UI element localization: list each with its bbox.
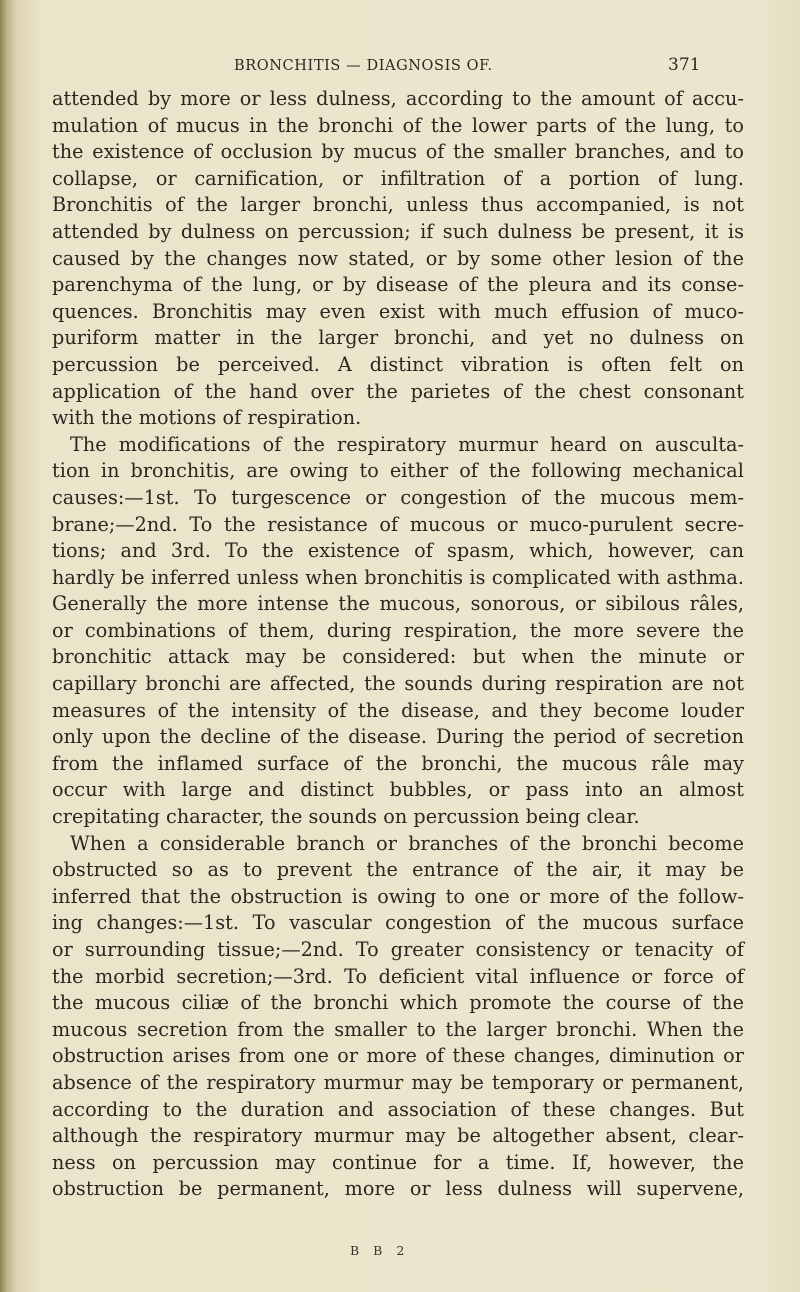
text-line: the mucous ciliæ of the bronchi which promote the course of the [52,991,744,1015]
text-line: When a considerable branch or branches of the bronchi become [70,831,744,855]
text-line: hardly be inferred unless when bronchitis is complicated with asthma. [52,565,744,589]
running-title: BRONCHITIS — DIAGNOSIS OF. [234,58,493,74]
text-line: ness on percussion may continue for a time. If, however, the [52,1150,744,1174]
text-line: with the motions of respiration. [52,406,362,430]
text-line: the morbid secretion;—3rd. To deficient vital influence or force of [52,964,744,988]
text-line: collapse, or carnification, or infiltration of a portion of lung. [52,166,744,190]
text-line: occur with large and distinct bubbles, or pass into an almost [52,778,744,802]
text-line: Generally the more intense the mucous, sonorous, or sibilous râles, [52,592,744,616]
text-line: ing changes:—1st. To vascular congestion of the mucous surface [52,911,744,935]
text-line: parenchyma of the lung, or by disease of the pleura and its conse- [52,273,744,297]
text-line: according to the duration and association of these changes. But [52,1097,744,1121]
text-line: The modifications of the respiratory murmur heard on ausculta- [70,432,744,456]
text-line: brane;—2nd. To the resistance of mucous or muco-purulent secre- [52,512,744,536]
text-line: bronchitic attack may be considered: but when the minute or [52,645,744,669]
text-line: puriform matter in the larger bronchi, and yet no dulness on [52,326,744,350]
text-line: although the respiratory murmur may be altogether absent, clear- [52,1124,744,1148]
text-line: crepitating character, the sounds on percussion being clear. [52,805,640,829]
body-text [52,86,744,1203]
text-line: from the inflamed surface of the bronchi, the mucous râle may [52,751,744,775]
text-line: attended by dulness on percussion; if such dulness be present, it is [52,219,744,243]
text-line: caused by the changes now stated, or by some other lesion of the [52,246,744,270]
text-line: tions; and 3rd. To the existence of spasm, which, however, can [52,539,744,563]
text-line: causes:—1st. To turgescence or congestion of the mucous mem- [52,485,744,509]
text-line: inferred that the obstruction is owing to one or more of the follow- [52,884,744,908]
text-line: obstruction arises from one or more of these changes, diminution or [52,1044,744,1068]
text-line: measures of the intensity of the disease, and they become louder [52,698,744,722]
text-line: the existence of occlusion by mucus of the smaller branches, and to [52,140,744,164]
page-number: 371 [668,55,701,75]
text-line: capillary bronchi are affected, the sounds during respiration are not [52,672,744,696]
text-line: mulation of mucus in the bronchi of the lower parts of the lung, to [52,113,744,137]
text-line: tion in bronchitis, are owing to either of the following mechanical [52,459,744,483]
text-line: or combinations of them, during respiration, the more severe the [52,618,744,642]
text-line: obstructed so as to prevent the entrance of the air, it may be [52,858,744,882]
signature-mark: B B 2 [350,1243,410,1258]
text-line: attended by more or less dulness, according to the amount of accu- [52,87,744,110]
text-line: only upon the decline of the disease. During the period of secretion [52,725,744,749]
running-head [0,55,800,82]
text-line: percussion be perceived. A distinct vibration is often felt on [52,352,744,376]
text-line: absence of the respiratory murmur may be temporary or permanent, [52,1070,744,1094]
text-line: or surrounding tissue;—2nd. To greater consistency or tenacity of [52,938,744,961]
text-line: quences. Bronchitis may even exist with much effusion of muco- [52,299,744,323]
text-line: Bronchitis of the larger bronchi, unless thus accompanied, is not [52,193,744,217]
text-line: obstruction be permanent, more or less dulness will supervene, [52,1177,744,1201]
text-line: mucous secretion from the smaller to the larger bronchi. When the [52,1017,744,1041]
text-line: application of the hand over the parietes of the chest consonant [52,379,744,403]
